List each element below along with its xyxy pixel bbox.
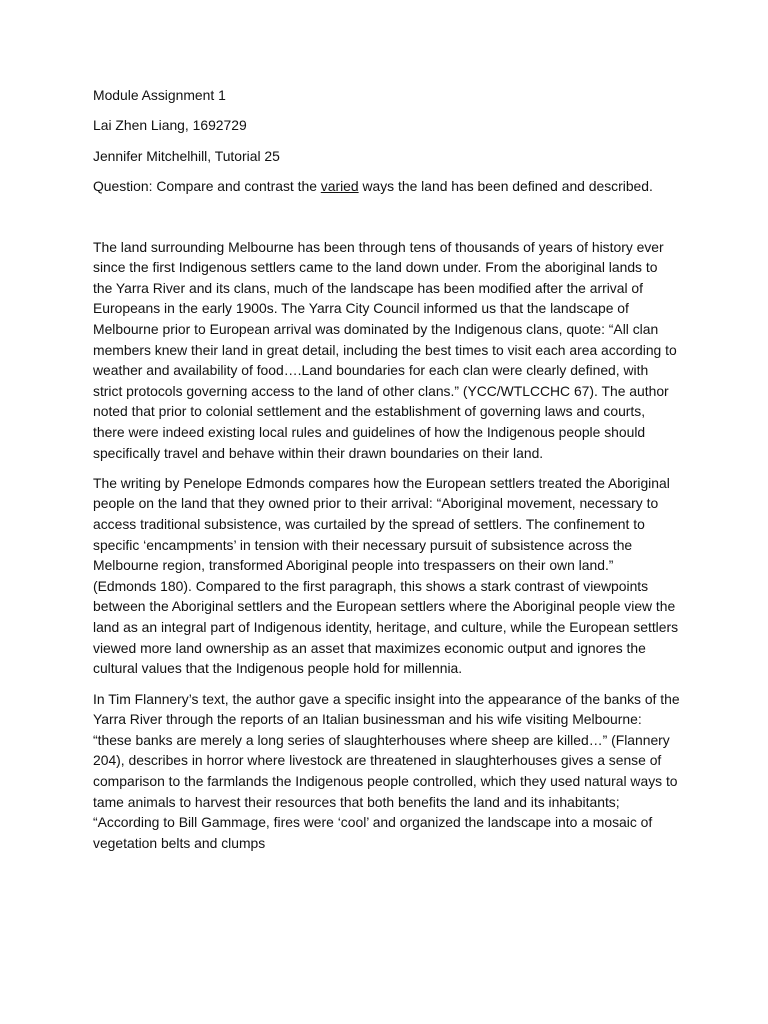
tutor-tutorial: Jennifer Mitchelhill, Tutorial 25 [93,147,280,164]
question-prefix: Question: Compare and contrast the [93,178,321,195]
student-name-id: Lai Zhen Liang, 1692729 [93,117,247,134]
body-paragraph-3: In Tim Flannery’s text, the author gave a specific insight into the appearance of the banks of the Yarra River through the reports of an Italian businessman and his wife visiting Melbourne: “these banks are merely a long series of slaughterhouses where sheep are killed…” (Flannery 204), describes in horror where livestock are threatened in slaughterhouses gives a sense of comparison to the farmlands the Indigenous people controlled, which they used natural ways to tame animals to harvest their resources that both benefits the land and its inhabitants; “According to Bill Gammage, fires were ‘cool’ and organized the landscape into a mosaic of vegetation belts and clumps [93,690,680,851]
body-paragraph-1: The land surrounding Melbourne has been through tens of thousands of years of history ever since the first Indigenous settlers came to the land down under. From the aboriginal lands to the Yarra River and its clans, much of the landscape has been modified after the arrival of Europeans in the early 1900s. The Yarra City Council informed us that the landscape of Melbourne prior to European arrival was dominated by the Indigenous clans, quote: “All clan members knew their land in great detail, including the best times to visit each area according to weather and availability of food….Land boundaries for each clan were clearly defined, with strict protocols governing access to the land of other clans.” (YCC/WTLCCHC 67). The author noted that prior to colonial settlement and the establishment of governing laws and courts, there were indeed existing local rules and guidelines of how the Indigenous people should specifically travel and behave within their drawn boundaries on their land. [93,238,677,461]
question-text [93,176,680,197]
body-paragraph-2: The writing by Penelope Edmonds compares how the European settlers treated the Aboriginal people on the land that they owned prior to their arrival: “Aboriginal movement, necessary to access traditional subsistence, was curtailed by the spread of settlers. The confinement to specific ‘encampments’ in tension with their necessary pursuit of subsistence across the Melbourne region, transformed Aboriginal people into trespassers on their own land.” (Edmonds 180). Compared to the first paragraph, this shows a stark contrast of viewpoints between the Aboriginal settlers and the European settlers where the Aboriginal people view the land as an integral part of Indigenous identity, heritage, and culture, while the European settlers viewed more land ownership as an asset that maximizes economic output and ignores the cultural values that the Indigenous people hold for millennia. [93,474,679,677]
assignment-title: Module Assignment 1 [93,87,226,103]
blank-line [93,207,680,237]
question-suffix: ways the land has been defined and described. [358,178,653,195]
question-underlined-word: varied [320,178,359,195]
